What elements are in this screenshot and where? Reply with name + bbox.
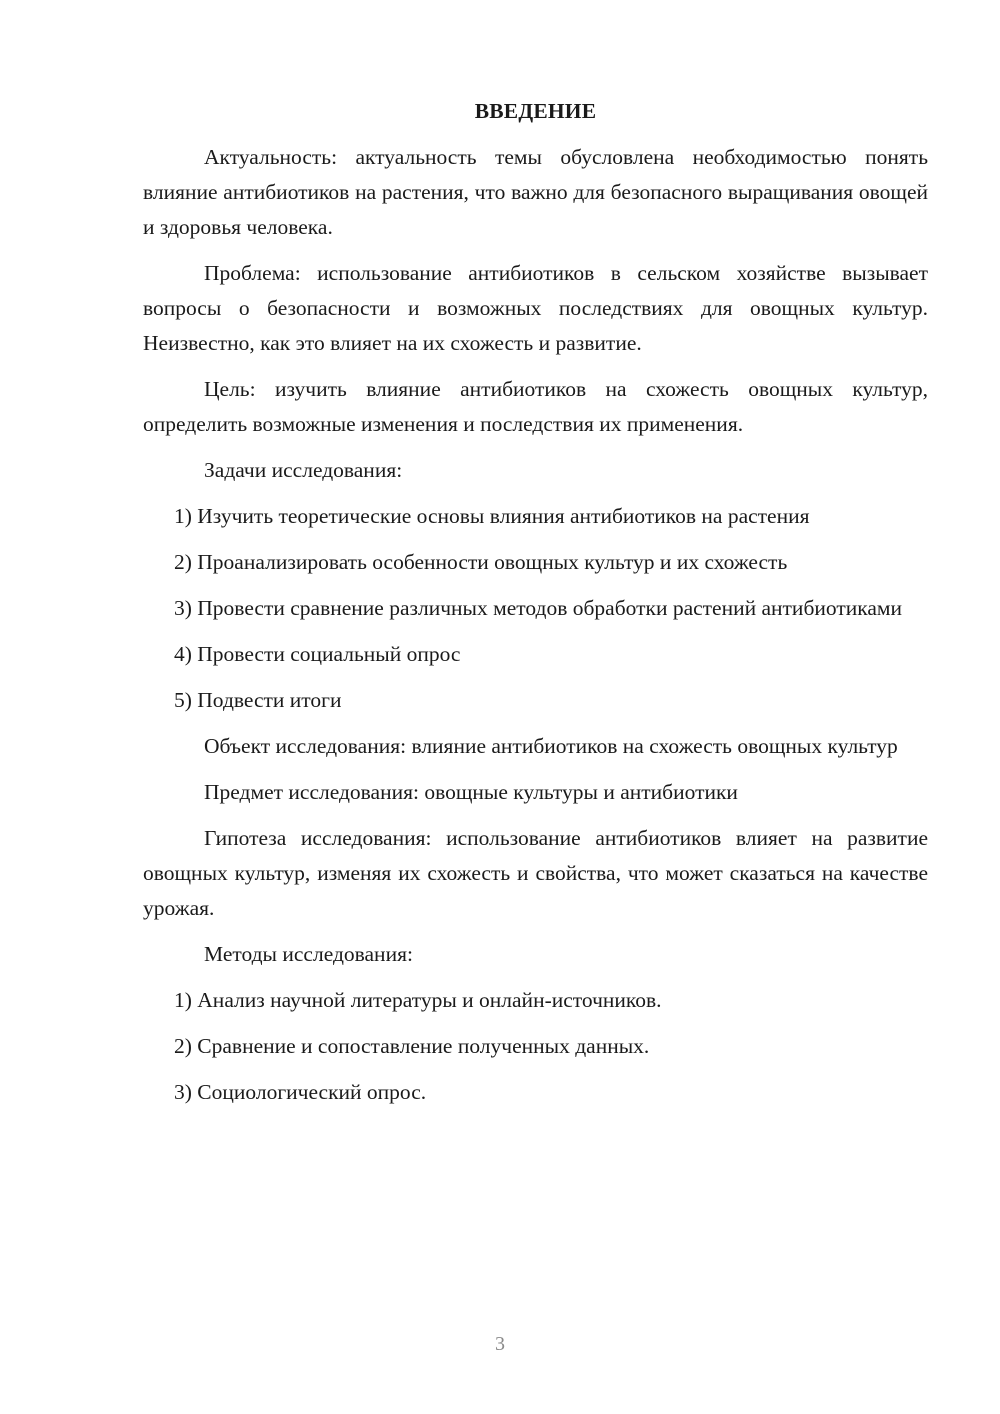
task-item: 3) Провести сравнение различных методов обработки растений антибиотиками xyxy=(174,596,903,620)
page-number: 3 xyxy=(495,1333,505,1355)
task-item: 1) Изучить теоретические основы влияния антибиотиков на растения xyxy=(174,504,810,528)
task-item: 2) Проанализировать особенности овощных культур и их схожесть xyxy=(174,550,788,574)
method-item: 2) Сравнение и сопоставление полученных данных. xyxy=(174,1034,650,1058)
task-item: 4) Провести социальный опрос xyxy=(174,642,461,666)
section-heading: ВВЕДЕНИЕ xyxy=(474,99,597,123)
goal-paragraph: Цель: изучить влияние антибиотиков на схожесть овощных культур, определить возможные изменения и последствия их применения. xyxy=(143,377,928,436)
task-item: 5) Подвести итоги xyxy=(174,688,342,712)
method-item: 3) Социологический опрос. xyxy=(174,1080,427,1104)
subject-paragraph: Предмет исследования: овощные культуры и антибиотики xyxy=(204,780,738,804)
relevance-paragraph: Актуальность: актуальность темы обусловлена необходимостью понять влияние антибиотиков на растения, что важно для безопасного выращивания овощей и здоровья человека. xyxy=(143,145,928,239)
method-item: 1) Анализ научной литературы и онлайн-источников. xyxy=(174,988,662,1012)
document-body xyxy=(143,94,928,1121)
object-paragraph: Объект исследования: влияние антибиотиков на схожесть овощных культур xyxy=(204,734,898,758)
methods-title: Методы исследования: xyxy=(204,942,413,966)
problem-paragraph: Проблема: использование антибиотиков в сельском хозяйстве вызывает вопросы о безопасности и возможных последствиях для овощных культур. Неизвестно, как это влияет на их схожесть и развитие. xyxy=(143,261,928,355)
hypothesis-paragraph: Гипотеза исследования: использование антибиотиков влияет на развитие овощных культур, изменяя их схожесть и свойства, что может сказаться на качестве урожая. xyxy=(143,826,928,920)
tasks-title: Задачи исследования: xyxy=(204,458,403,482)
